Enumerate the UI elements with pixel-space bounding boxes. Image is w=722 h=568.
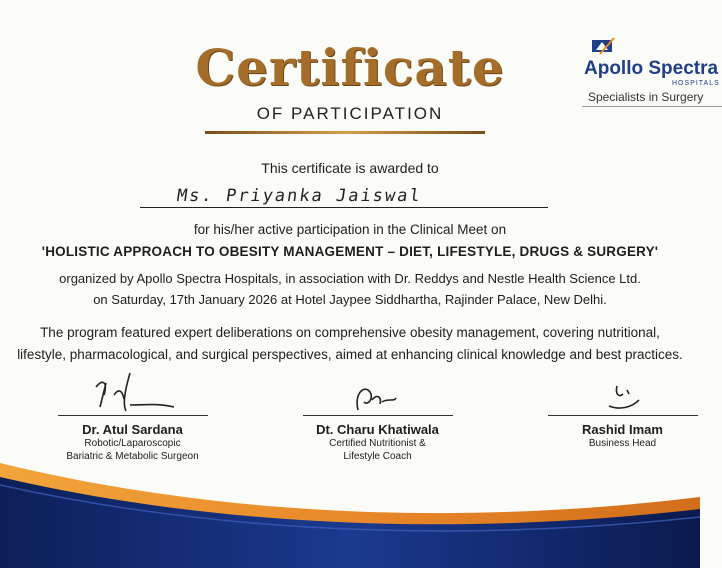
signatory-name: Rashid Imam	[582, 422, 663, 437]
signatory-role-line-1: Certified Nutritionist &	[329, 438, 426, 449]
logo-subname: HOSPITALS	[672, 80, 720, 87]
logo-tagline: Specialists in Surgery	[588, 90, 704, 104]
signatory-role-line-2: Lifestyle Coach	[343, 451, 412, 462]
signature-line	[548, 415, 698, 416]
signatory-name: Dt. Charu Khatiwala	[316, 422, 439, 437]
event-date-venue: on Saturday, 17th January 2026 at Hotel Jaypee Siddhartha, Rajinder Palace, New Delhi.	[93, 292, 607, 307]
signatory-role-line-1: Robotic/Laparoscopic	[84, 438, 181, 449]
signature-line	[58, 415, 208, 416]
title-underline	[205, 131, 485, 134]
signature-mark	[583, 380, 663, 415]
program-title: 'HOLISTIC APPROACH TO OBESITY MANAGEMENT – DIET, LIFESTYLE, DRUGS & SURGERY'	[41, 244, 659, 259]
signatory-name: Dr. Atul Sardana	[82, 422, 183, 437]
recipient-name: Ms. Priyanka Jaiswal	[175, 186, 424, 206]
participation-text: for his/her active participation in the Clinical Meet on	[193, 222, 507, 237]
organizer-text: organized by Apollo Spectra Hospitals, in association with Dr. Reddys and Nestle Health Science Ltd.	[59, 271, 641, 286]
signatory-role-line-2: Bariatric & Metabolic Surgeon	[66, 451, 199, 462]
recipient-underline	[140, 207, 548, 208]
description-line-2: lifestyle, pharmacological, and surgical perspectives, aimed at enhancing clinical knowledge and best practices.	[17, 347, 683, 362]
signature-mark	[338, 380, 418, 415]
logo-name: Apollo Spectra	[584, 58, 719, 79]
signature-line	[303, 415, 453, 416]
decorative-wave-band	[0, 435, 700, 568]
signatory-role-line-1: Business Head	[588, 438, 657, 449]
signature-mark	[78, 365, 188, 415]
awarded-text: This certificate is awarded to	[261, 160, 439, 176]
apollo-spectra-logo	[582, 36, 720, 116]
certificate-subtitle: OF PARTICIPATION	[256, 104, 444, 123]
description-line-1: The program featured expert deliberations on comprehensive obesity management, covering nutritional,	[40, 325, 660, 340]
logo-tagline-underline	[582, 106, 722, 107]
certificate-title: Certificate	[195, 38, 505, 97]
